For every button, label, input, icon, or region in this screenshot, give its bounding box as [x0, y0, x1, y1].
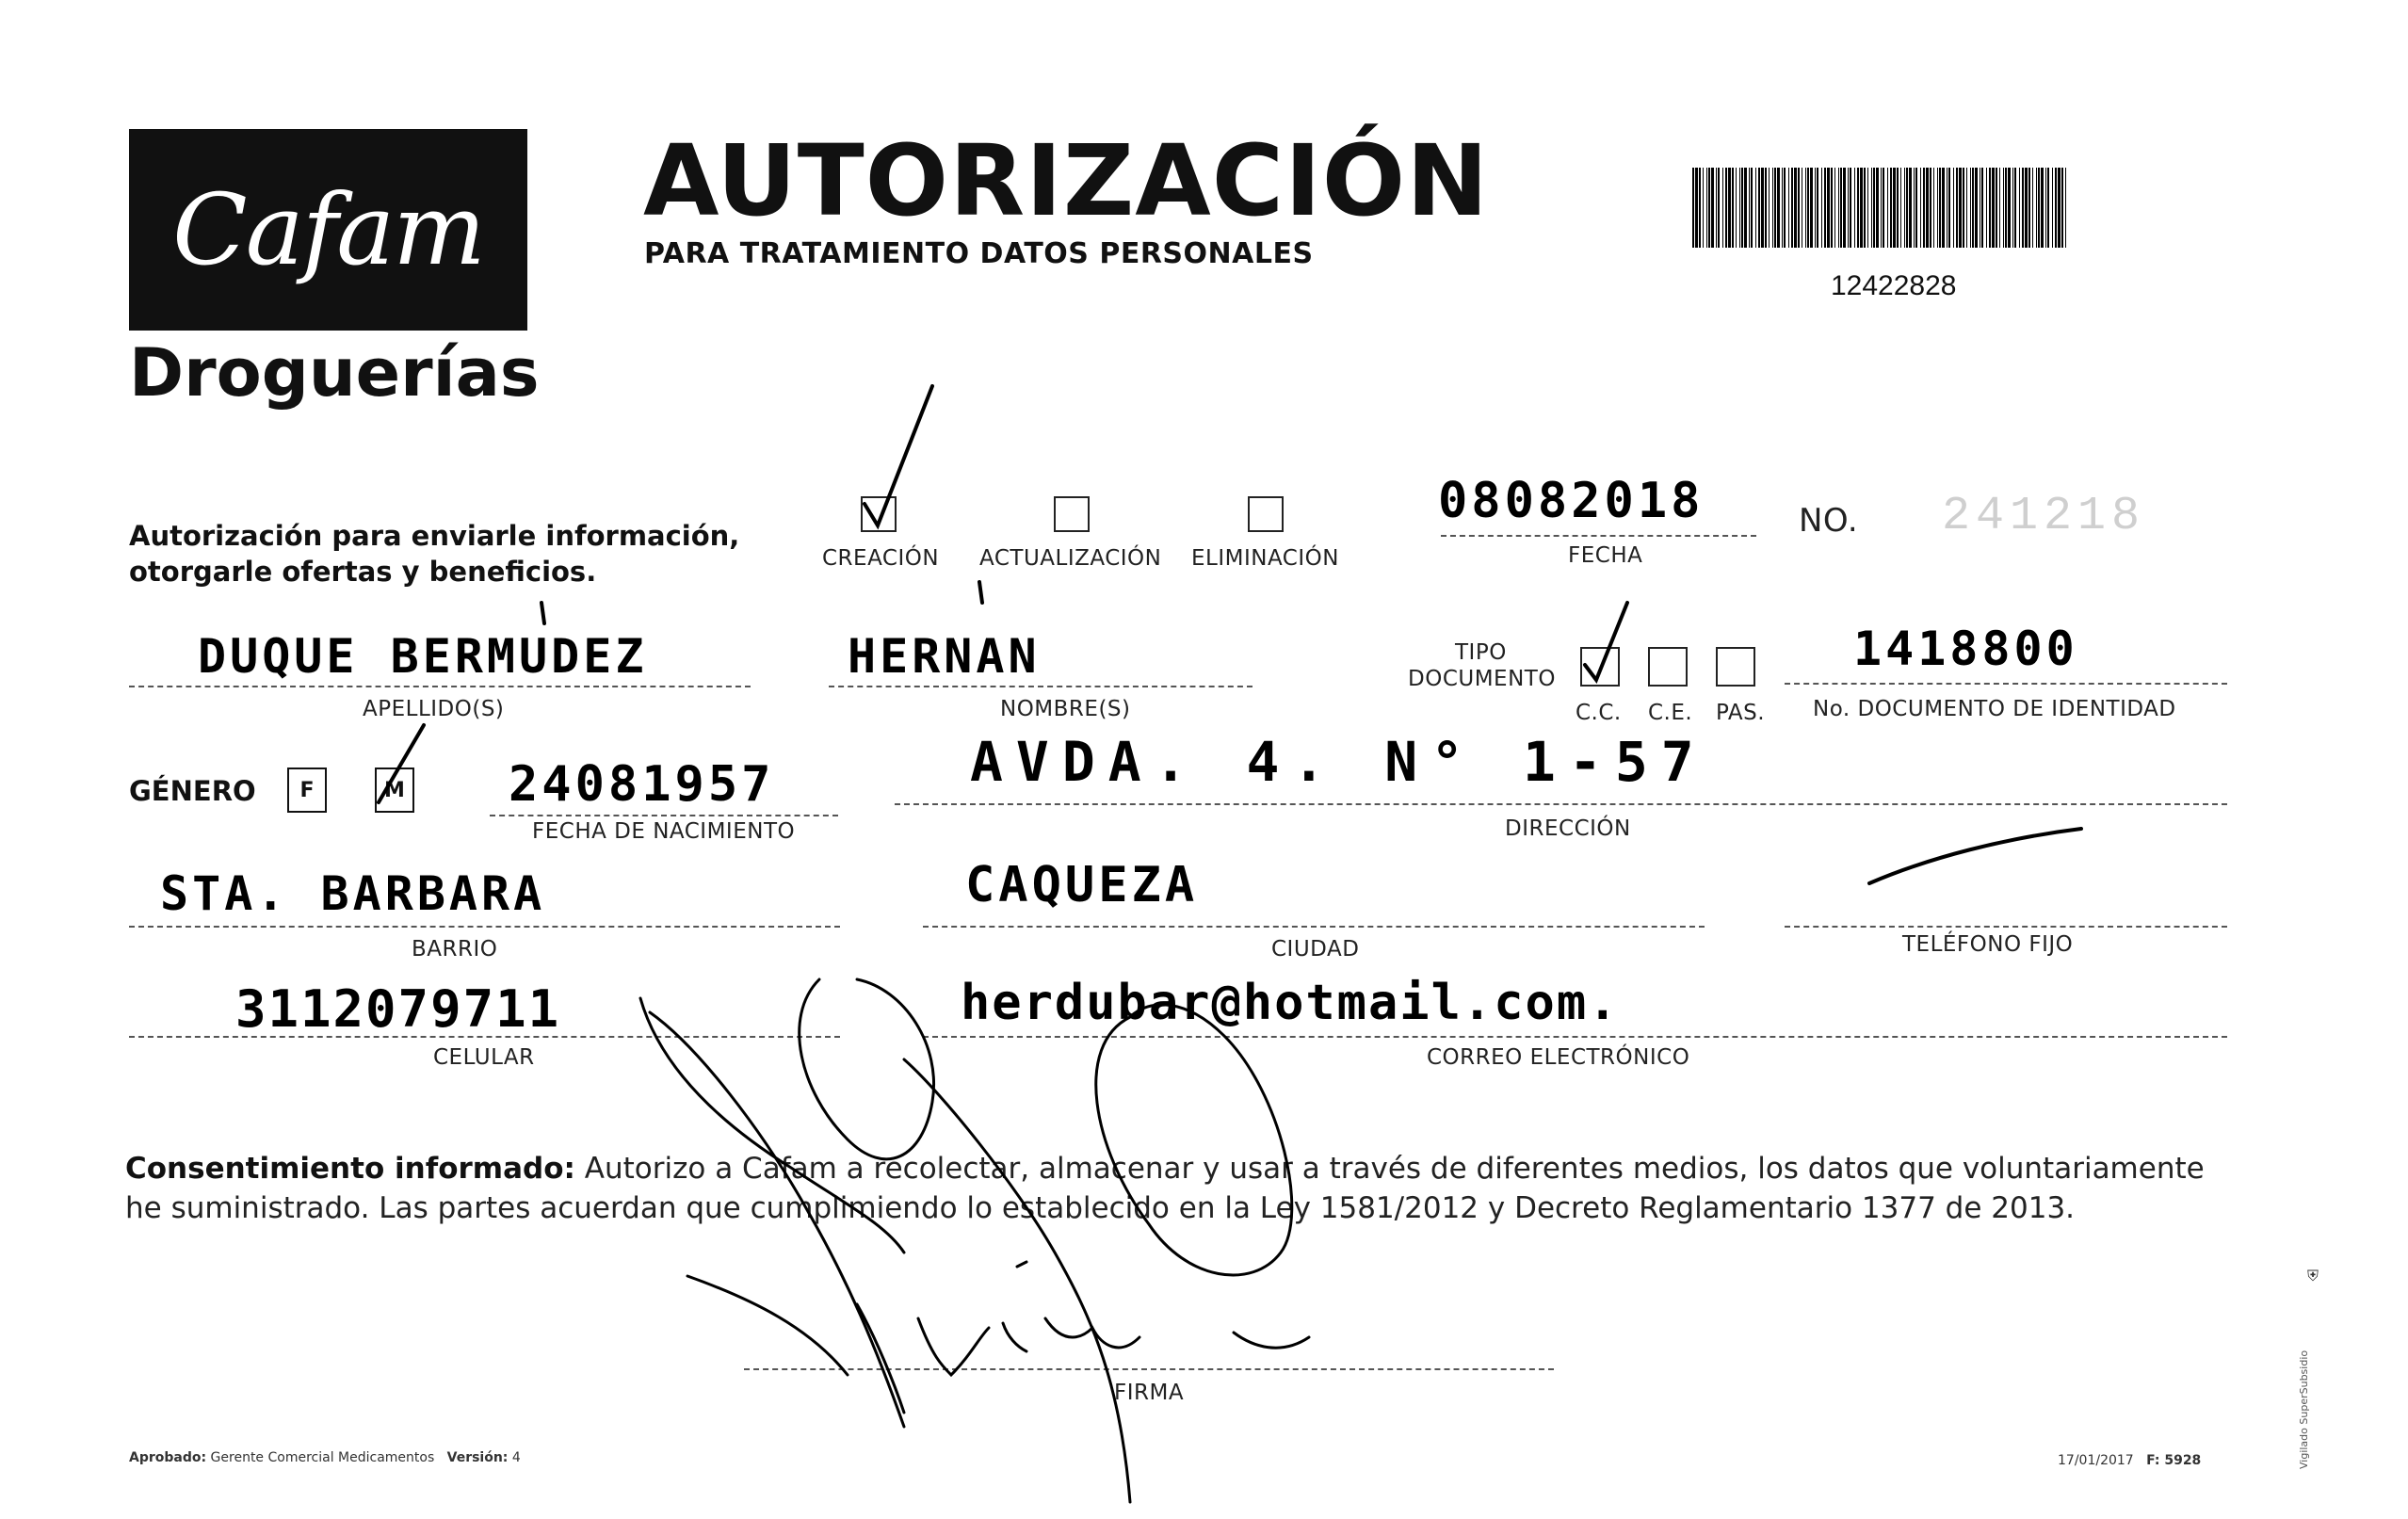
barcode-bar	[1981, 168, 1983, 248]
fecha-tick-icon	[979, 582, 982, 603]
nombres-value[interactable]: HERNAN	[848, 629, 1041, 684]
direccion-line	[895, 803, 2227, 805]
genero-m-box[interactable]	[375, 768, 414, 813]
barcode-bar	[1695, 168, 1698, 248]
ciudad-line	[923, 926, 1705, 928]
seal-icon: ⛨	[2307, 1267, 2319, 1285]
telefono-line[interactable]	[1785, 926, 2227, 928]
barcode-bar	[1692, 168, 1694, 248]
barcode-bar	[2003, 168, 2004, 248]
barcode-bar	[1716, 168, 1717, 248]
barcode-bar	[1926, 168, 1929, 248]
barcode-bar	[1867, 168, 1868, 248]
barcode-bar	[1827, 168, 1830, 248]
barcode-bar	[2025, 168, 2028, 248]
firma-label: FIRMA	[1114, 1381, 1185, 1405]
barcode-bar	[1784, 168, 1786, 248]
barcode-bar	[1860, 168, 1863, 248]
barcode-bar	[1798, 168, 1800, 248]
barcode-bar	[1782, 168, 1783, 248]
barcode-bar	[2012, 168, 2013, 248]
barcode-bar	[1744, 168, 1747, 248]
barcode-bar	[1831, 168, 1833, 248]
label-eliminacion: ELIMINACIÓN	[1191, 546, 1339, 571]
barcode-bar	[1906, 168, 1908, 248]
barcode-bar	[1959, 168, 1962, 248]
barcode-bar	[1699, 168, 1701, 248]
barrio-line	[129, 926, 840, 928]
barcode-bar	[1857, 168, 1859, 248]
fecha-nacimiento-line	[490, 815, 838, 816]
barcode-bar	[2022, 168, 2024, 248]
barcode-bar	[2065, 168, 2066, 248]
barcode-bar	[1711, 168, 1714, 248]
barcode-bar	[2038, 168, 2040, 248]
barrio-label: BARRIO	[412, 937, 498, 961]
ciudad-value[interactable]: CAQUEZA	[965, 857, 1199, 913]
barcode-bar	[1881, 168, 1882, 248]
barcode-bar	[2014, 168, 2016, 248]
barcode-bar	[1890, 168, 1892, 248]
documento-label: No. DOCUMENTO DE IDENTIDAD	[1813, 697, 2176, 721]
barcode-bar	[1887, 168, 1888, 248]
documento-line	[1785, 683, 2227, 685]
logo-text: Cafam	[172, 172, 484, 287]
barcode-bar	[1930, 168, 1931, 248]
label-ce: C.E.	[1648, 701, 1693, 725]
nombres-label: NOMBRE(S)	[1000, 697, 1131, 721]
genero-m-label: M	[384, 778, 405, 802]
checkbox-creacion[interactable]	[861, 496, 897, 532]
fecha-line	[1441, 535, 1756, 537]
fecha-nacimiento-value[interactable]: 24081957	[509, 756, 775, 813]
footer-date-code: 17/01/2017	[2058, 1453, 2134, 1468]
barcode-bar	[1774, 168, 1776, 248]
barcode-bar	[2008, 168, 2011, 248]
checkbox-cc[interactable]	[1580, 647, 1620, 687]
lead-line-2: otorgarle ofertas y beneficios.	[129, 556, 597, 588]
barcode-bar	[1718, 168, 1720, 248]
footer-version-value: 4	[511, 1450, 521, 1465]
barcode-bar	[1794, 168, 1797, 248]
barcode-bar	[1817, 168, 1818, 248]
barcode-bar	[1923, 168, 1925, 248]
barcode-bar	[1807, 168, 1809, 248]
barcode-bar	[1914, 168, 1915, 248]
barrio-value[interactable]: STA. BARBARA	[160, 866, 546, 921]
barcode-bar	[1758, 168, 1760, 248]
telefono-dash-icon	[1869, 829, 2081, 883]
barcode-bar	[1920, 168, 1921, 248]
footer-approved	[129, 1450, 521, 1465]
logo-subtitle: Droguerías	[129, 334, 540, 412]
barcode-bar	[1999, 168, 2000, 248]
footer-approved-value: Gerente Comercial Medicamentos	[210, 1450, 435, 1465]
barcode-bar	[1788, 168, 1789, 248]
numero-label: NO.	[1799, 502, 1859, 540]
barcode-bar	[1791, 168, 1793, 248]
genero-f-label: F	[299, 778, 315, 802]
barcode-bar	[1769, 168, 1770, 248]
apellidos-label: APELLIDO(S)	[363, 697, 505, 721]
correo-line	[923, 1036, 2227, 1038]
apellidos-value[interactable]: DUQUE BERMUDEZ	[198, 629, 648, 684]
barcode-bar	[2061, 168, 2063, 248]
barcode-bar	[2036, 168, 2037, 248]
barcode-bar	[1871, 168, 1872, 248]
consent-paragraph	[125, 1149, 2225, 1228]
barcode-bar	[2019, 168, 2020, 248]
barcode-bar	[1975, 168, 1978, 248]
barcode-bar	[1883, 168, 1884, 248]
barcode-bar	[1741, 168, 1743, 248]
barcode-bar	[1725, 168, 1727, 248]
barcode-bar	[1900, 168, 1901, 248]
barcode-bar	[1749, 168, 1750, 248]
barcode-bar	[1732, 168, 1734, 248]
barcode-bar	[1706, 168, 1707, 248]
barcode-bar	[1708, 168, 1710, 248]
barcode-bar	[1909, 168, 1912, 248]
barcode-bar	[1966, 168, 1967, 248]
barcode-bar	[2045, 168, 2046, 248]
barcode-bar	[1897, 168, 1899, 248]
footer-form-code: F: 5928	[2146, 1453, 2202, 1468]
checkbox-actualizacion[interactable]	[1054, 496, 1090, 532]
barcode-bar	[1755, 168, 1756, 248]
barcode-bar	[1942, 168, 1945, 248]
fecha-nacimiento-label: FECHA DE NACIMIENTO	[532, 819, 796, 844]
barcode-bar	[1904, 168, 1905, 248]
barcode-bar	[1805, 168, 1806, 248]
celular-value[interactable]: 3112079711	[235, 979, 561, 1039]
footer-codes	[2058, 1453, 2201, 1468]
barcode-bar	[1939, 168, 1941, 248]
barcode-bar	[1736, 168, 1737, 248]
barcode-bar	[1834, 168, 1835, 248]
barcode-bar	[1821, 168, 1822, 248]
barcode-bar	[1893, 168, 1896, 248]
tipo-documento-label-2: DOCUMENTO	[1408, 667, 1556, 691]
correo-label: CORREO ELECTRÓNICO	[1427, 1045, 1690, 1070]
barcode-bar	[1838, 168, 1839, 248]
checkbox-ce[interactable]	[1648, 647, 1688, 687]
barcode-bar	[1722, 168, 1723, 248]
celular-label: CELULAR	[433, 1045, 535, 1070]
nombres-line	[829, 686, 1252, 687]
barcode-bar	[1948, 168, 1950, 248]
checkbox-eliminacion[interactable]	[1248, 496, 1284, 532]
signature-icon	[640, 979, 1309, 1502]
lead-text	[129, 518, 739, 590]
document-subtitle: PARA TRATAMIENTO DATOS PERSONALES	[644, 237, 1314, 270]
barcode-bar	[1739, 168, 1740, 248]
barcode-bar	[2041, 168, 2044, 248]
barcode-bar	[1864, 168, 1866, 248]
ciudad-label: CIUDAD	[1271, 937, 1360, 961]
barcode-bar	[1854, 168, 1855, 248]
barcode-bar	[1956, 168, 1958, 248]
apellidos-line	[129, 686, 751, 687]
document-title: AUTORIZACIÓN	[643, 123, 1490, 238]
direccion-label: DIRECCIÓN	[1505, 816, 1631, 841]
label-creacion: CREACIÓN	[822, 546, 940, 571]
footer-version-label: Versión:	[446, 1450, 509, 1465]
label-cc: C.C.	[1576, 701, 1622, 725]
tipo-documento-label-1: TIPO	[1455, 640, 1507, 665]
barcode-bar	[1873, 168, 1875, 248]
genero-label: GÉNERO	[129, 775, 256, 807]
documento-value[interactable]: 1418800	[1853, 622, 2078, 676]
fecha-value[interactable]: 08082018	[1438, 473, 1705, 529]
barcode-bar	[2058, 168, 2061, 248]
barcode-bar	[1876, 168, 1879, 248]
barcode-bar	[1848, 168, 1849, 248]
barcode-bar	[1937, 168, 1938, 248]
telefono-label: TELÉFONO FIJO	[1902, 932, 2074, 957]
barcode-bar	[1963, 168, 1964, 248]
barcode-bar	[1824, 168, 1826, 248]
barcode-bar	[1953, 168, 1954, 248]
barcode-bar	[1751, 168, 1753, 248]
vertical-watermark: Vigilado SuperSubsidio	[2298, 1349, 2310, 1469]
barcode-bar	[2052, 168, 2053, 248]
barcode-icon	[1692, 168, 2066, 248]
barcode-bar	[1815, 168, 1816, 248]
cafam-logo	[129, 129, 527, 331]
barcode-bar	[2005, 168, 2007, 248]
barcode-bar	[1840, 168, 1842, 248]
apellido-tick-icon	[541, 603, 544, 623]
barcode-bar	[1989, 168, 1991, 248]
barcode-bar	[1765, 168, 1767, 248]
fecha-label: FECHA	[1568, 543, 1643, 568]
barcode-bar	[2028, 168, 2030, 248]
checkbox-pas[interactable]	[1716, 647, 1755, 687]
label-actualizacion: ACTUALIZACIÓN	[979, 546, 1162, 571]
barcode-bar	[1933, 168, 1934, 248]
consent-text: Autorizo a Cafam a recolectar, almacenar y usar a través de diferentes medios, los datos que voluntariamente he suministrado. Las partes acuerdan que cumplimiendo lo establecido en la Ley 1581/2012 y Decreto Reglamentario 1377 de 2013.	[125, 1152, 2205, 1225]
barcode-bar	[1703, 168, 1704, 248]
barcode-bar	[1992, 168, 1995, 248]
barcode-bar	[1777, 168, 1780, 248]
barcode-bar	[1850, 168, 1851, 248]
barcode-bar	[1972, 168, 1974, 248]
barcode-bar	[2047, 168, 2049, 248]
barcode-bar	[1970, 168, 1971, 248]
correo-value[interactable]: herdubar@hotmail.com.	[961, 975, 1620, 1031]
label-pas: PAS.	[1716, 701, 1766, 725]
barcode-bar	[2055, 168, 2057, 248]
consent-heading: Consentimiento informado:	[125, 1152, 575, 1186]
genero-f-box[interactable]	[287, 768, 327, 813]
barcode-bar	[1728, 168, 1731, 248]
footer-approved-label: Aprobado:	[129, 1450, 207, 1465]
barcode-bar	[1915, 168, 1917, 248]
barcode-number: 12422828	[1831, 270, 1957, 301]
barcode-bar	[1810, 168, 1813, 248]
barcode-bar	[1761, 168, 1764, 248]
barcode-bar	[1986, 168, 1987, 248]
lead-line-1: Autorización para enviarle información,	[129, 520, 740, 552]
celular-line	[129, 1036, 840, 1038]
barcode-bar	[1843, 168, 1846, 248]
numero-value: 241218	[1942, 490, 2146, 543]
direccion-value[interactable]: AVDA. 4. N° 1-57	[970, 730, 1707, 794]
barcode-bar	[1996, 168, 1997, 248]
barcode-bar	[2032, 168, 2033, 248]
barcode-bar	[1772, 168, 1773, 248]
firma-line[interactable]	[744, 1368, 1554, 1370]
